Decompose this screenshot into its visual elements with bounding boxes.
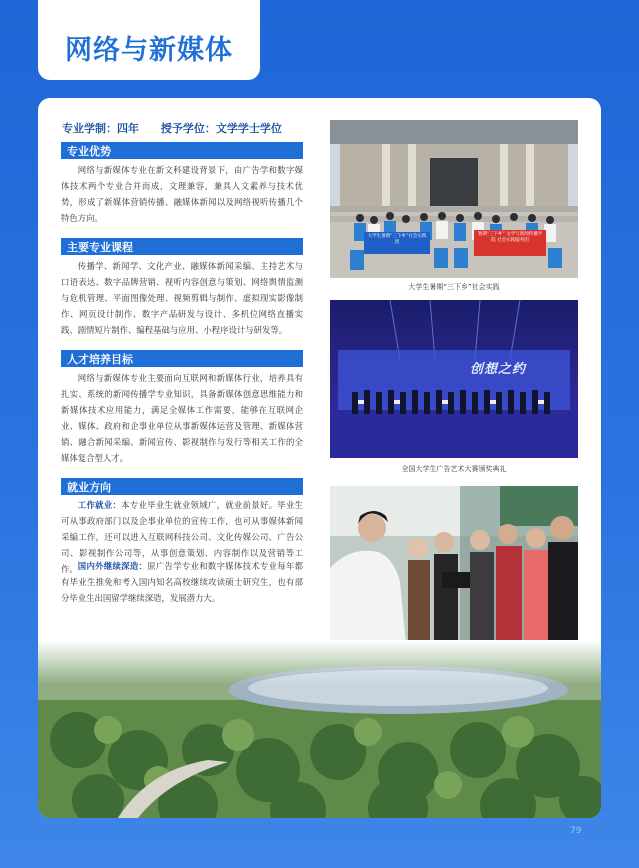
career-study-text: 原广告学专业和数字媒体技术专业每年都有毕业生推免和考入国内知名高校继续攻读硕士研究生，也有部分毕业生出国留学继续深造，发展潜力大。	[61, 561, 304, 603]
photo-award-ceremony	[330, 300, 578, 458]
photo-summer-practice-caption: 大学生暑期“三下乡”社会实践	[408, 283, 500, 291]
section-advantage-title: 专业优势	[67, 145, 111, 158]
section-goal-header	[61, 350, 303, 367]
photo-summer-practice-image	[330, 120, 578, 278]
landscape-aerial-image	[38, 640, 601, 818]
section-advantage-header	[61, 142, 303, 159]
title-tab	[38, 0, 260, 80]
program-duration: 专业学制：四年	[62, 122, 139, 135]
banner-right: 暑期“三下乡” 文学与新闻传播学院 社会实践服务团	[477, 232, 543, 243]
photo-practice-guidance-image	[330, 486, 578, 644]
photo-summer-practice	[330, 120, 578, 278]
stage-screen-text: 创想之约	[470, 362, 527, 377]
landscape-aerial-view	[38, 640, 601, 818]
program-degree: 授予学位：文学学士学位	[160, 122, 282, 135]
career-employment-label: 工作就业：	[77, 500, 122, 510]
section-advantage-text: 网络与新媒体专业在新文科建设背景下，由广告学和数字媒体技术两个专业合并而成，文理兼容，兼具人文素养与技术优势，形成了新媒体营销传播、融媒体新闻以及网络视听传播几个特色方向。	[61, 165, 303, 223]
career-study-paragraph	[61, 558, 303, 606]
section-goal-text: 网络与新媒体专业主要面向互联网和新媒体行业，培养具有扎实、系统的新闻传播学专业知识，具备新媒体创意思维能力和新媒体技术应用能力，满足全媒体工作需要，能够在互联网企业、媒体、政府和企事业单位从事新媒体运营及管理、新媒体营销、融合新闻采编、新闻宣传、影视制作与发行等相关工作的全媒体复合型人才。	[61, 373, 303, 463]
career-study-label: 国内外继续深造：	[77, 561, 148, 571]
section-goal-title: 人才培养目标	[67, 353, 133, 366]
section-courses-title: 主要专业课程	[67, 241, 133, 254]
section-courses-text: 传播学、新闻学、文化产业、融媒体新闻采编、主持艺术与口语表达、数字品牌营销、视听内容创意与策划、网络舆情监测与危机管理、平面图像处理、视频剪辑与制作、虚拟现实影像制作、网页设计制作、数字产品研发与设计、多机位网络直播实践、剧情短片制作、编程基础与应用、小程序设计与研发等。	[61, 261, 303, 335]
page-number: 79	[570, 826, 582, 836]
section-career-header	[61, 478, 303, 495]
program-meta	[62, 120, 282, 136]
banner-left: 大学生暑期“三下乡”社会实践团	[367, 234, 427, 245]
section-career-title: 就业方向	[67, 481, 111, 494]
photo-award-ceremony-caption: 全国大学生广告艺术大赛颁奖典礼	[401, 465, 507, 473]
photo-practice-guidance	[330, 486, 578, 644]
page-title: 网络与新媒体	[65, 35, 233, 66]
photo-award-ceremony-image	[330, 300, 578, 458]
career-employment-text: 本专业毕业生就业领域广，就业前景好。毕业生可从事政府部门以及企事业单位的宣传工作，也可从事媒体新闻采编工作，还可以进入互联网科技公司、文化传媒公司、广告公司、影视制作公司等，从事创意策划、内容制作以及营销等工作。	[61, 500, 304, 574]
section-courses-header	[61, 238, 303, 255]
